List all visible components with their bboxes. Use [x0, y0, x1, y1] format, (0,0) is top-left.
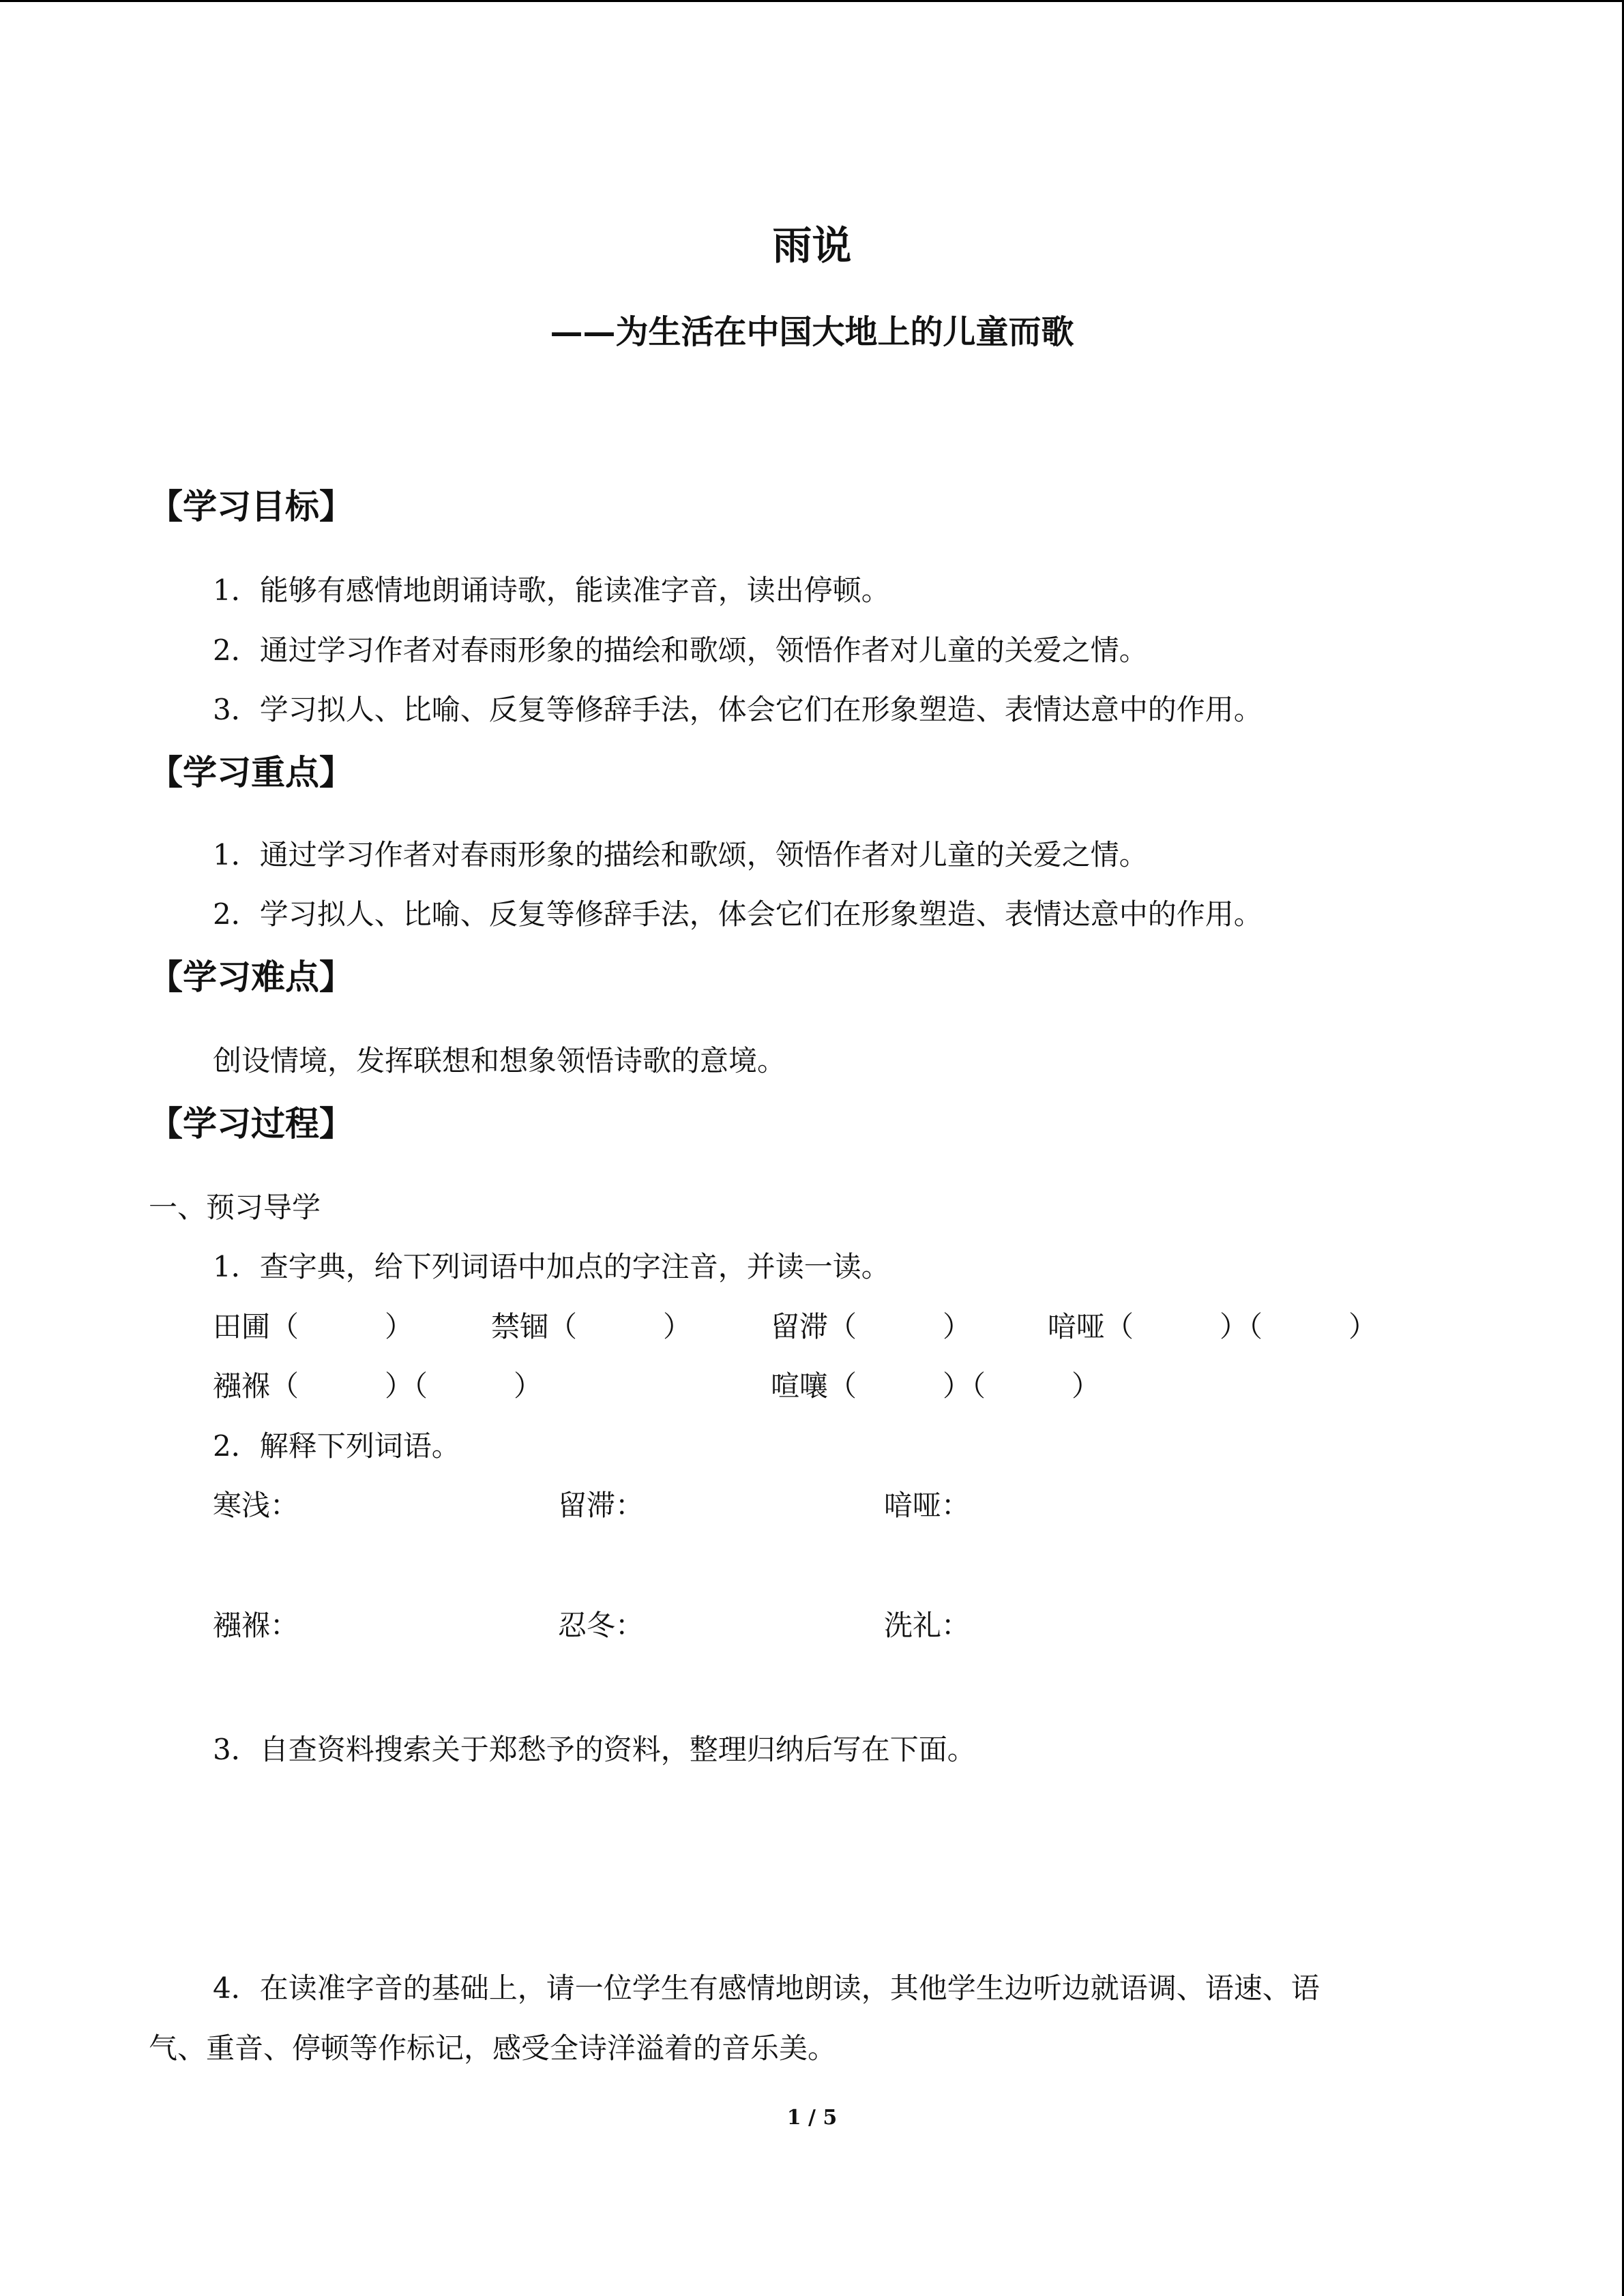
definition-term: 寒浅： [213, 1489, 299, 1522]
definition-term: 洗礼： [884, 1609, 971, 1642]
pinyin-blank: 禁锢（ ） [491, 1310, 692, 1343]
key-points-heading: 【学习重点】 [149, 752, 353, 792]
question-4-line-1: 4．在读准字音的基础上，请一位学生有感情地朗读，其他学生边听边就语调、语速、语 [213, 1971, 1320, 2005]
objective-item: 3．学习拟人、比喻、反复等修辞手法，体会它们在形象塑造、表情达意中的作用。 [213, 693, 1263, 726]
question-2: 2．解释下列词语。 [213, 1429, 460, 1463]
page-subtitle: ——为生活在中国大地上的儿童而歌 [550, 313, 1074, 351]
key-point-item: 2．学习拟人、比喻、反复等修辞手法，体会它们在形象塑造、表情达意中的作用。 [213, 897, 1263, 931]
part-one-label: 一、预习导学 [149, 1191, 321, 1224]
objective-item: 1．能够有感情地朗诵诗歌，能读准字音，读出停顿。 [213, 573, 890, 607]
difficulties-heading: 【学习难点】 [149, 957, 353, 997]
pinyin-blank: 留滞（ ） [771, 1310, 972, 1343]
pinyin-blank: 襁褓（ ）（ ） [213, 1369, 543, 1403]
pinyin-blank: 喑哑（ ）（ ） [1048, 1310, 1378, 1343]
definition-term: 喑哑： [884, 1489, 971, 1522]
process-heading: 【学习过程】 [149, 1103, 353, 1144]
question-4-line-2: 气、重音、停顿等作标记，感受全诗洋溢着的音乐美。 [149, 2031, 837, 2065]
page-title: 雨说 [772, 222, 852, 269]
definition-term: 忍冬： [558, 1609, 645, 1642]
pinyin-blank: 田圃（ ） [213, 1310, 414, 1343]
definition-term: 襁褓： [213, 1609, 299, 1642]
objectives-heading: 【学习目标】 [149, 486, 353, 526]
pinyin-blank: 喧嚷（ ）（ ） [771, 1369, 1101, 1403]
page-number: 1 / 5 [786, 2106, 838, 2130]
question-1: 1．查字典，给下列词语中加点的字注音，并读一读。 [213, 1250, 890, 1283]
objective-item: 2．通过学习作者对春雨形象的描绘和歌颂，领悟作者对儿童的关爱之情。 [213, 633, 1148, 667]
key-point-item: 1．通过学习作者对春雨形象的描绘和歌颂，领悟作者对儿童的关爱之情。 [213, 838, 1148, 871]
definition-term: 留滞： [558, 1489, 645, 1522]
question-3: 3．自查资料搜索关于郑愁予的资料，整理归纳后写在下面。 [213, 1733, 976, 1766]
difficulty-item: 创设情境，发挥联想和想象领悟诗歌的意境。 [213, 1044, 786, 1077]
